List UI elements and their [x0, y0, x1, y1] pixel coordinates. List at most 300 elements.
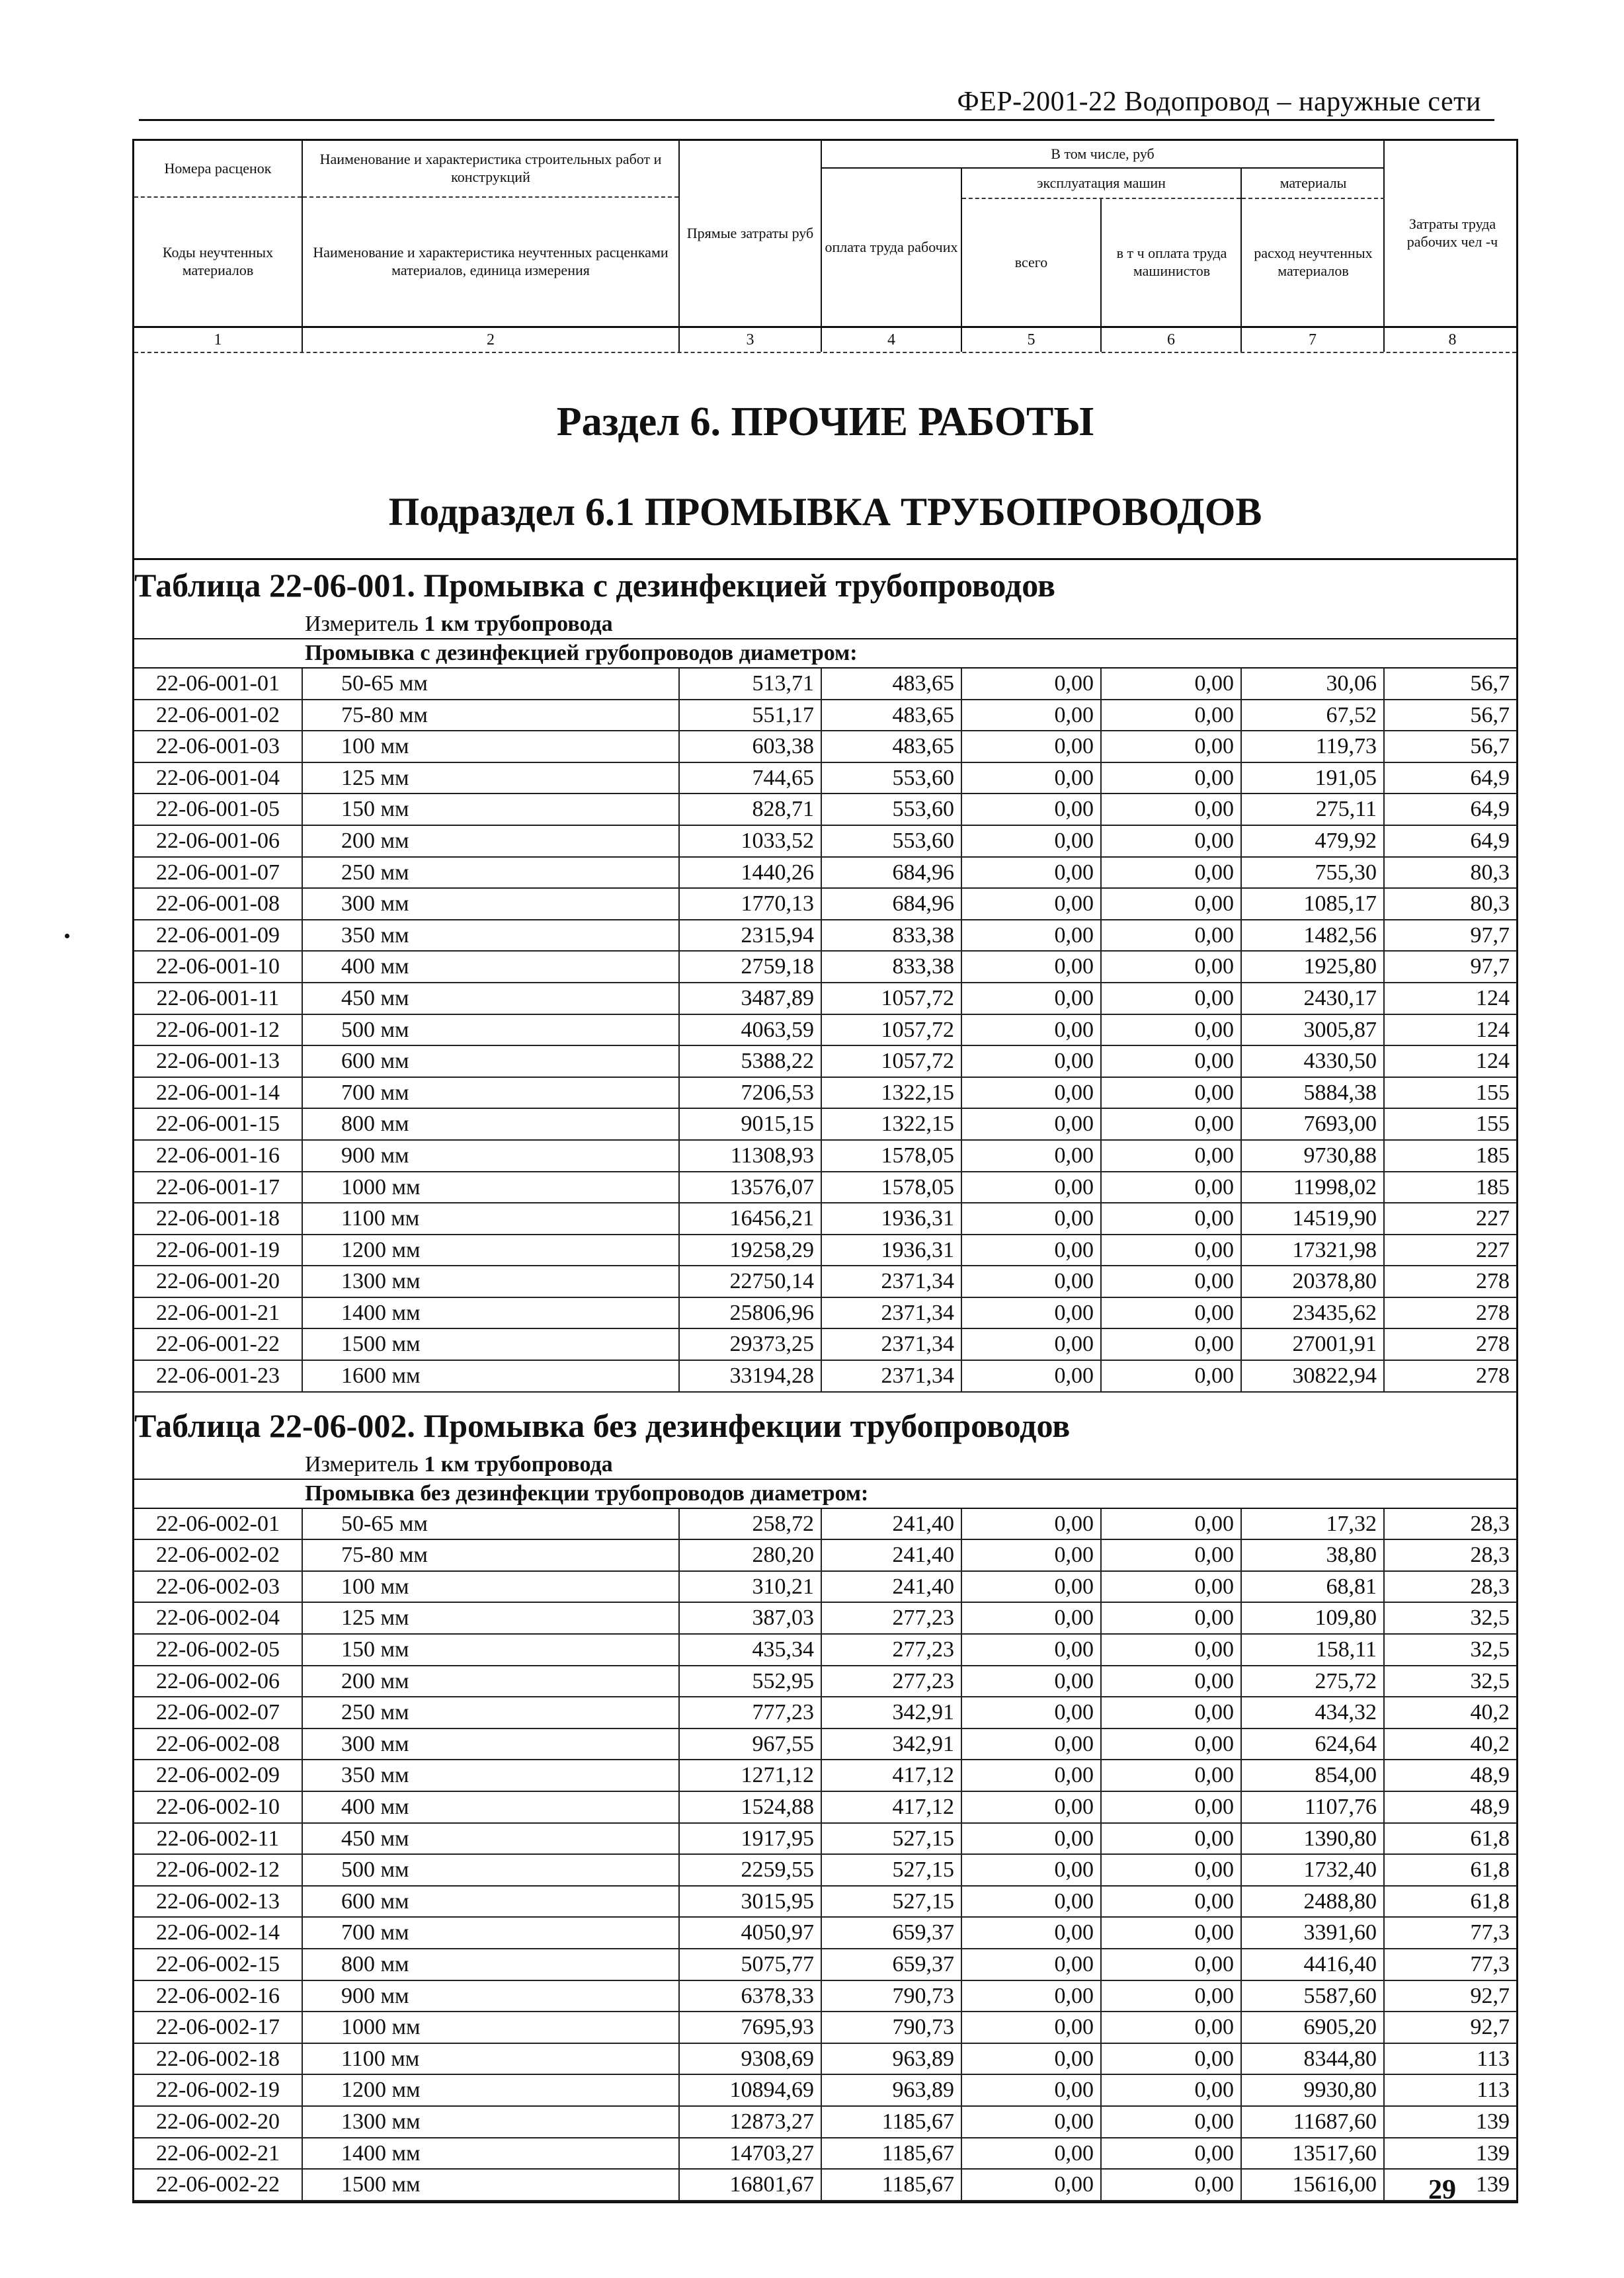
operator-cost-cell: 0,00 — [1102, 763, 1242, 793]
labor-cost-cell: 1936,31 — [822, 1235, 962, 1266]
materials-cost-cell: 23435,62 — [1242, 1298, 1385, 1328]
rate-code-cell: 22-06-001-05 — [134, 794, 303, 825]
operator-cost-cell: 0,00 — [1102, 700, 1242, 731]
rate-code-cell: 22-06-002-14 — [134, 1918, 303, 1948]
direct-cost-cell: 2315,94 — [680, 920, 822, 951]
machine-cost-cell: 0,00 — [962, 2044, 1102, 2074]
rate-code-cell: 22-06-002-20 — [134, 2107, 303, 2137]
direct-cost-cell: 11308,93 — [680, 1141, 822, 1171]
table-row — [134, 1266, 1516, 1298]
materials-cost-cell: 275,72 — [1242, 1666, 1385, 1697]
column-number: 8 — [1448, 331, 1457, 348]
table-row — [134, 1949, 1516, 1981]
table-row — [134, 731, 1516, 763]
labor-cost-cell: 684,96 — [822, 889, 962, 919]
work-name-cell: 800 мм — [303, 1109, 680, 1139]
column-number: 2 — [303, 328, 680, 352]
table-row — [134, 1824, 1516, 1855]
work-name-cell: 200 мм — [303, 1666, 680, 1697]
labor-hours-cell: 185 — [1476, 1143, 1510, 1168]
table-row — [134, 1235, 1516, 1267]
column-number: 7 — [1242, 328, 1385, 352]
materials-cost-cell: 38,80 — [1242, 1540, 1385, 1570]
rate-code-cell: 22-06-001-02 — [134, 700, 303, 731]
machine-cost-cell: 0,00 — [962, 1918, 1102, 1948]
table-row — [134, 920, 1516, 952]
table-row — [134, 1109, 1516, 1141]
labor-cost-cell: 277,23 — [822, 1666, 962, 1697]
rate-code-cell: 22-06-001-10 — [134, 952, 303, 982]
column-8-header: Затраты труда рабочих чел -ч — [1406, 216, 1498, 250]
rate-code-cell: 22-06-002-10 — [134, 1792, 303, 1822]
work-name-cell: 350 мм — [303, 1760, 680, 1791]
rate-code-cell: 22-06-001-21 — [134, 1298, 303, 1328]
table-row — [134, 1509, 1516, 1541]
machine-cost-cell: 0,00 — [962, 858, 1102, 888]
work-name-cell: 1500 мм — [303, 2170, 680, 2200]
labor-cost-cell: 963,89 — [822, 2075, 962, 2105]
labor-cost-cell: 2371,34 — [822, 1298, 962, 1328]
column-2-header — [303, 141, 680, 326]
table-row — [134, 1078, 1516, 1110]
labor-cost-cell: 1578,05 — [822, 1141, 962, 1171]
work-name-cell: 125 мм — [303, 763, 680, 793]
work-name-cell: 1400 мм — [303, 1298, 680, 1328]
operator-cost-cell: 0,00 — [1102, 1078, 1242, 1108]
materials-title: материалы — [1242, 169, 1385, 199]
rate-code-cell: 22-06-002-12 — [134, 1855, 303, 1885]
machine-cost-cell: 0,00 — [962, 826, 1102, 856]
operator-cost-cell: 0,00 — [1102, 920, 1242, 951]
labor-hours-cell: 278 — [1476, 1363, 1510, 1389]
page-number: 29 — [1428, 2175, 1456, 2205]
work-name-cell: 75-80 мм — [303, 700, 680, 731]
work-name-cell: 500 мм — [303, 1015, 680, 1045]
labor-hours-cell: 28,3 — [1470, 1511, 1510, 1536]
direct-cost-cell: 552,95 — [680, 1666, 822, 1697]
labor-cost-cell: 1185,67 — [822, 2107, 962, 2137]
machines-title: эксплуатация машин — [962, 169, 1240, 199]
document-header — [139, 85, 1494, 121]
direct-cost-cell: 513,71 — [680, 669, 822, 699]
labor-cost-cell: 790,73 — [822, 1981, 962, 2012]
work-name-cell: 300 мм — [303, 1729, 680, 1760]
labor-hours-cell: 227 — [1476, 1206, 1510, 1231]
table-row — [134, 2075, 1516, 2107]
machine-cost-cell: 0,00 — [962, 1109, 1102, 1139]
work-name-cell: 300 мм — [303, 889, 680, 919]
table-row — [134, 2170, 1516, 2201]
measure-value: 1 км трубопровода — [424, 1451, 613, 1477]
rate-code-cell: 22-06-002-22 — [134, 2170, 303, 2200]
direct-cost-cell: 19258,29 — [680, 1235, 822, 1266]
rate-code-cell: 22-06-001-12 — [134, 1015, 303, 1045]
direct-cost-cell: 16801,67 — [680, 2170, 822, 2200]
labor-cost-cell: 1936,31 — [822, 1203, 962, 1234]
operator-cost-cell: 0,00 — [1102, 826, 1242, 856]
table-row — [134, 952, 1516, 983]
table-row — [134, 1918, 1516, 1949]
machine-cost-cell: 0,00 — [962, 1603, 1102, 1633]
labor-cost-cell: 553,60 — [822, 763, 962, 793]
machine-cost-cell: 0,00 — [962, 2012, 1102, 2043]
operator-cost-cell: 0,00 — [1102, 1298, 1242, 1328]
labor-hours-cell: 77,3 — [1470, 1920, 1510, 1945]
labor-hours-cell: 139 — [1476, 2172, 1510, 2197]
rate-code-cell: 22-06-001-15 — [134, 1109, 303, 1139]
labor-cost-cell: 684,96 — [822, 858, 962, 888]
direct-cost-cell: 12873,27 — [680, 2107, 822, 2137]
materials-cost-cell: 1390,80 — [1242, 1824, 1385, 1854]
work-name-cell: 800 мм — [303, 1949, 680, 1980]
labor-hours-cell: 97,7 — [1470, 954, 1510, 979]
machine-cost-cell: 0,00 — [962, 2170, 1102, 2200]
rate-code-cell: 22-06-001-06 — [134, 826, 303, 856]
machine-cost-cell: 0,00 — [962, 920, 1102, 951]
labor-hours-cell: 56,7 — [1470, 734, 1510, 759]
labor-hours-cell: 61,8 — [1470, 1889, 1510, 1914]
table-1-measure — [134, 610, 1516, 639]
labor-cost-cell: 1322,15 — [822, 1109, 962, 1139]
labor-hours-cell: 32,5 — [1470, 1637, 1510, 1662]
work-name-cell: 75-80 мм — [303, 1540, 680, 1570]
labor-cost-cell: 833,38 — [822, 920, 962, 951]
machine-cost-cell: 0,00 — [962, 1760, 1102, 1791]
materials-cost-cell: 755,30 — [1242, 858, 1385, 888]
materials-cost-cell: 68,81 — [1242, 1572, 1385, 1602]
machine-cost-cell: 0,00 — [962, 1509, 1102, 1539]
work-name-cell: 150 мм — [303, 794, 680, 825]
work-name-cell: 1000 мм — [303, 2012, 680, 2043]
machine-cost-cell: 0,00 — [962, 1266, 1102, 1297]
labor-cost-cell: 790,73 — [822, 2012, 962, 2043]
materials-cost-cell: 67,52 — [1242, 700, 1385, 731]
materials-cost-cell: 27001,91 — [1242, 1329, 1385, 1360]
labor-hours-cell: 92,7 — [1470, 2015, 1510, 2040]
rate-code-cell: 22-06-001-18 — [134, 1203, 303, 1234]
labor-hours-cell: 32,5 — [1470, 1606, 1510, 1631]
work-name-cell: 350 мм — [303, 920, 680, 951]
labor-hours-cell: 61,8 — [1470, 1826, 1510, 1851]
table-row — [134, 1855, 1516, 1887]
operator-cost-cell: 0,00 — [1102, 794, 1242, 825]
column-number: 5 — [962, 328, 1102, 352]
operator-cost-cell: 0,00 — [1102, 1015, 1242, 1045]
direct-cost-cell: 3487,89 — [680, 983, 822, 1014]
work-name-cell: 1400 мм — [303, 2138, 680, 2169]
labor-cost-cell: 483,65 — [822, 669, 962, 699]
operator-cost-cell: 0,00 — [1102, 1172, 1242, 1203]
materials-cost-cell: 11687,60 — [1242, 2107, 1385, 2137]
table-2-title: Таблица 22-06-002. Промывка без дезинфекции трубопроводов — [134, 1406, 1071, 1444]
work-name-cell: 250 мм — [303, 1697, 680, 1728]
column-3-header: Прямые затраты руб — [680, 141, 822, 326]
work-name-cell: 600 мм — [303, 1887, 680, 1917]
column-number: 4 — [822, 328, 962, 352]
labor-hours-cell: 97,7 — [1470, 922, 1510, 948]
operator-cost-cell: 0,00 — [1102, 983, 1242, 1014]
labor-cost-cell: 483,65 — [822, 731, 962, 762]
work-name-cell: 250 мм — [303, 858, 680, 888]
labor-hours-cell: 40,2 — [1470, 1700, 1510, 1725]
direct-cost-cell: 1524,88 — [680, 1792, 822, 1822]
work-name-cell: 500 мм — [303, 1855, 680, 1885]
materials-cost-cell: 8344,80 — [1242, 2044, 1385, 2074]
table-1-title: Таблица 22-06-001. Промывка с дезинфекцией трубопроводов — [134, 558, 1516, 610]
direct-cost-cell: 1770,13 — [680, 889, 822, 919]
labor-hours-cell: 28,3 — [1470, 1574, 1510, 1599]
labor-cost-cell: 342,91 — [822, 1729, 962, 1760]
machine-cost-cell: 0,00 — [962, 700, 1102, 731]
rate-code-cell: 22-06-002-11 — [134, 1824, 303, 1854]
machine-cost-cell: 0,00 — [962, 1981, 1102, 2012]
column-number: 6 — [1102, 328, 1242, 352]
operator-cost-cell: 0,00 — [1102, 1918, 1242, 1948]
work-name-cell: 900 мм — [303, 1981, 680, 2012]
operator-cost-cell: 0,00 — [1102, 1855, 1242, 1885]
materials-cost-cell: 3005,87 — [1242, 1015, 1385, 1045]
operator-cost-cell: 0,00 — [1102, 889, 1242, 919]
labor-cost-cell: 277,23 — [822, 1635, 962, 1665]
labor-cost-cell: 1322,15 — [822, 1078, 962, 1108]
work-name-cell: 1300 мм — [303, 2107, 680, 2137]
table-row — [134, 669, 1516, 700]
labor-cost-cell: 527,15 — [822, 1824, 962, 1854]
operator-cost-cell: 0,00 — [1102, 1666, 1242, 1697]
work-name-cell: 700 мм — [303, 1078, 680, 1108]
table-row — [134, 1203, 1516, 1235]
table-row — [134, 700, 1516, 732]
machine-cost-cell: 0,00 — [962, 669, 1102, 699]
labor-hours-cell: 48,9 — [1470, 1763, 1510, 1788]
labor-hours-cell: 80,3 — [1470, 860, 1510, 885]
direct-cost-cell: 744,65 — [680, 763, 822, 793]
labor-hours-cell: 124 — [1476, 1049, 1510, 1074]
operator-cost-cell: 0,00 — [1102, 1141, 1242, 1171]
labor-cost-cell: 277,23 — [822, 1603, 962, 1633]
work-name-cell: 1300 мм — [303, 1266, 680, 1297]
labor-cost-cell: 553,60 — [822, 794, 962, 825]
labor-hours-cell: 139 — [1476, 2109, 1510, 2134]
labor-hours-cell: 124 — [1476, 985, 1510, 1010]
rate-code-cell: 22-06-001-11 — [134, 983, 303, 1014]
machine-cost-cell: 0,00 — [962, 794, 1102, 825]
labor-cost-cell: 659,37 — [822, 1949, 962, 1980]
table-row — [134, 1361, 1516, 1393]
direct-cost-cell: 5075,77 — [680, 1949, 822, 1980]
machine-cost-cell: 0,00 — [962, 1540, 1102, 1570]
rate-code-cell: 22-06-002-04 — [134, 1603, 303, 1633]
operator-cost-cell: 0,00 — [1102, 1949, 1242, 1980]
rate-code-cell: 22-06-002-19 — [134, 2075, 303, 2105]
operator-cost-cell: 0,00 — [1102, 1603, 1242, 1633]
rate-code-cell: 22-06-001-01 — [134, 669, 303, 699]
operator-cost-cell: 0,00 — [1102, 1329, 1242, 1360]
table-row — [134, 1981, 1516, 2013]
table-row — [134, 1298, 1516, 1330]
table-row — [134, 1603, 1516, 1635]
materials-cost-cell: 17321,98 — [1242, 1235, 1385, 1266]
table-row — [134, 1572, 1516, 1604]
labor-hours-cell: 28,3 — [1470, 1543, 1510, 1568]
operator-cost-cell: 0,00 — [1102, 1635, 1242, 1665]
labor-cost-cell: 1185,67 — [822, 2170, 962, 2200]
table-row — [134, 1792, 1516, 1824]
materials-cost-cell: 30,06 — [1242, 669, 1385, 699]
labor-cost-cell: 1185,67 — [822, 2138, 962, 2169]
measure-value: 1 км трубопровода — [424, 612, 613, 636]
direct-cost-cell: 2759,18 — [680, 952, 822, 982]
table-1-subheader: Промывка с дезинфекцией грубопроводов диаметром: — [134, 639, 1516, 669]
labor-hours-cell: 64,9 — [1470, 797, 1510, 822]
operator-cost-cell: 0,00 — [1102, 1361, 1242, 1391]
materials-cost-cell: 854,00 — [1242, 1760, 1385, 1791]
operator-cost-cell: 0,00 — [1102, 1760, 1242, 1791]
operator-cost-cell: 0,00 — [1102, 1824, 1242, 1854]
work-name-cell: 450 мм — [303, 1824, 680, 1854]
direct-cost-cell: 13576,07 — [680, 1172, 822, 1203]
table-row — [134, 2012, 1516, 2044]
machine-cost-cell: 0,00 — [962, 1729, 1102, 1760]
table-row — [134, 1729, 1516, 1761]
operator-cost-cell: 0,00 — [1102, 1046, 1242, 1077]
work-name-cell: 1100 мм — [303, 2044, 680, 2074]
rate-code-cell: 22-06-002-17 — [134, 2012, 303, 2043]
materials-cost-cell: 1482,56 — [1242, 920, 1385, 951]
materials-cost-cell: 479,92 — [1242, 826, 1385, 856]
direct-cost-cell: 16456,21 — [680, 1203, 822, 1234]
labor-hours-cell: 278 — [1476, 1269, 1510, 1294]
rate-code-cell: 22-06-002-21 — [134, 2138, 303, 2169]
materials-cost-cell: 434,32 — [1242, 1697, 1385, 1728]
rate-code-cell: 22-06-002-01 — [134, 1509, 303, 1539]
machine-cost-cell: 0,00 — [962, 1078, 1102, 1108]
table-row — [134, 858, 1516, 889]
labor-cost-cell: 417,12 — [822, 1792, 962, 1822]
machine-cost-cell: 0,00 — [962, 731, 1102, 762]
materials-cost-cell: 2430,17 — [1242, 983, 1385, 1014]
machine-cost-cell: 0,00 — [962, 1329, 1102, 1360]
table-row — [134, 1697, 1516, 1729]
labor-hours-cell: 40,2 — [1470, 1731, 1510, 1756]
operator-cost-cell: 0,00 — [1102, 1203, 1242, 1234]
table-row — [134, 889, 1516, 920]
table-2-rows — [134, 1509, 1516, 2201]
subsection-title: Подраздел 6.1 ПРОМЫВКА ТРУБОПРОВОДОВ — [388, 490, 1262, 534]
labor-cost-cell: 483,65 — [822, 700, 962, 731]
rate-code-cell: 22-06-002-08 — [134, 1729, 303, 1760]
direct-cost-cell: 5388,22 — [680, 1046, 822, 1077]
labor-hours-cell: 113 — [1477, 2078, 1510, 2103]
direct-cost-cell: 4063,59 — [680, 1015, 822, 1045]
direct-cost-cell: 33194,28 — [680, 1361, 822, 1391]
operator-cost-cell: 0,00 — [1102, 2012, 1242, 2043]
direct-cost-cell: 9308,69 — [680, 2044, 822, 2074]
rate-code-cell: 22-06-001-08 — [134, 889, 303, 919]
labor-hours-cell: 61,8 — [1470, 1857, 1510, 1883]
machine-cost-cell: 0,00 — [962, 1298, 1102, 1328]
materials-cost-cell: 20378,80 — [1242, 1266, 1385, 1297]
labor-cost-cell: 553,60 — [822, 826, 962, 856]
direct-cost-cell: 603,38 — [680, 731, 822, 762]
document-title: ФЕР-2001-22 Водопровод – наружные сети — [957, 87, 1481, 117]
operator-cost-cell: 0,00 — [1102, 1729, 1242, 1760]
labor-hours-cell: 48,9 — [1470, 1795, 1510, 1819]
work-name-cell: 1100 мм — [303, 1203, 680, 1234]
labor-cost-cell: 1057,72 — [822, 1046, 962, 1077]
operator-cost-cell: 0,00 — [1102, 2138, 1242, 2169]
operator-cost-cell: 0,00 — [1102, 1887, 1242, 1917]
machine-cost-cell: 0,00 — [962, 1824, 1102, 1854]
materials-cost-cell: 17,32 — [1242, 1509, 1385, 1539]
labor-cost-cell: 1057,72 — [822, 983, 962, 1014]
rate-code-cell: 22-06-001-23 — [134, 1361, 303, 1391]
table-row — [134, 983, 1516, 1015]
margin-dot — [65, 934, 69, 938]
materials-cost-cell: 6905,20 — [1242, 2012, 1385, 2043]
table-row — [134, 1635, 1516, 1666]
labor-hours-cell: 124 — [1476, 1017, 1510, 1042]
machine-cost-cell: 0,00 — [962, 952, 1102, 982]
direct-cost-cell: 828,71 — [680, 794, 822, 825]
direct-cost-cell: 280,20 — [680, 1540, 822, 1570]
materials-cost-cell: 9930,80 — [1242, 2075, 1385, 2105]
table-row — [134, 2138, 1516, 2170]
operator-cost-cell: 0,00 — [1102, 1266, 1242, 1297]
materials-cost-cell: 3391,60 — [1242, 1918, 1385, 1948]
labor-cost-cell: 659,37 — [822, 1918, 962, 1948]
labor-hours-cell: 56,7 — [1470, 702, 1510, 727]
labor-hours-cell: 155 — [1476, 1080, 1510, 1105]
direct-cost-cell: 10894,69 — [680, 2075, 822, 2105]
materials-cost-cell: 30822,94 — [1242, 1361, 1385, 1391]
column-4-header: оплата труда рабочих — [822, 169, 962, 326]
labor-cost-cell: 527,15 — [822, 1855, 962, 1885]
measure-label: Измеритель — [305, 1451, 419, 1477]
machine-cost-cell: 0,00 — [962, 1792, 1102, 1822]
direct-cost-cell: 1917,95 — [680, 1824, 822, 1854]
rate-code-cell: 22-06-001-09 — [134, 920, 303, 951]
table-2-subheader: Промывка без дезинфекции трубопроводов диаметром: — [134, 1480, 1516, 1509]
rate-code-cell: 22-06-002-18 — [134, 2044, 303, 2074]
table-row — [134, 1666, 1516, 1698]
column-5-header: всего — [962, 199, 1102, 326]
machine-cost-cell: 0,00 — [962, 2075, 1102, 2105]
rate-code-cell: 22-06-001-03 — [134, 731, 303, 762]
measure-label: Измеритель — [305, 612, 419, 636]
direct-cost-cell: 14703,27 — [680, 2138, 822, 2169]
machine-cost-cell: 0,00 — [962, 2138, 1102, 2169]
rate-code-cell: 22-06-001-16 — [134, 1141, 303, 1171]
operator-cost-cell: 0,00 — [1102, 1235, 1242, 1266]
machine-cost-cell: 0,00 — [962, 1235, 1102, 1266]
direct-cost-cell: 7695,93 — [680, 2012, 822, 2043]
direct-cost-cell: 967,55 — [680, 1729, 822, 1760]
direct-cost-cell: 1440,26 — [680, 858, 822, 888]
column-1-top-label: Номера расценок — [134, 141, 302, 198]
work-name-cell: 150 мм — [303, 1635, 680, 1665]
labor-cost-cell: 1057,72 — [822, 1015, 962, 1045]
page-frame — [132, 139, 1518, 2203]
machine-cost-cell: 0,00 — [962, 2107, 1102, 2137]
operator-cost-cell: 0,00 — [1102, 731, 1242, 762]
rate-code-cell: 22-06-001-22 — [134, 1329, 303, 1360]
column-numbers — [134, 328, 1516, 353]
machine-cost-cell: 0,00 — [962, 1046, 1102, 1077]
labor-hours-cell: 227 — [1476, 1237, 1510, 1262]
labor-hours-cell: 278 — [1476, 1300, 1510, 1325]
column-1-header — [134, 141, 303, 326]
